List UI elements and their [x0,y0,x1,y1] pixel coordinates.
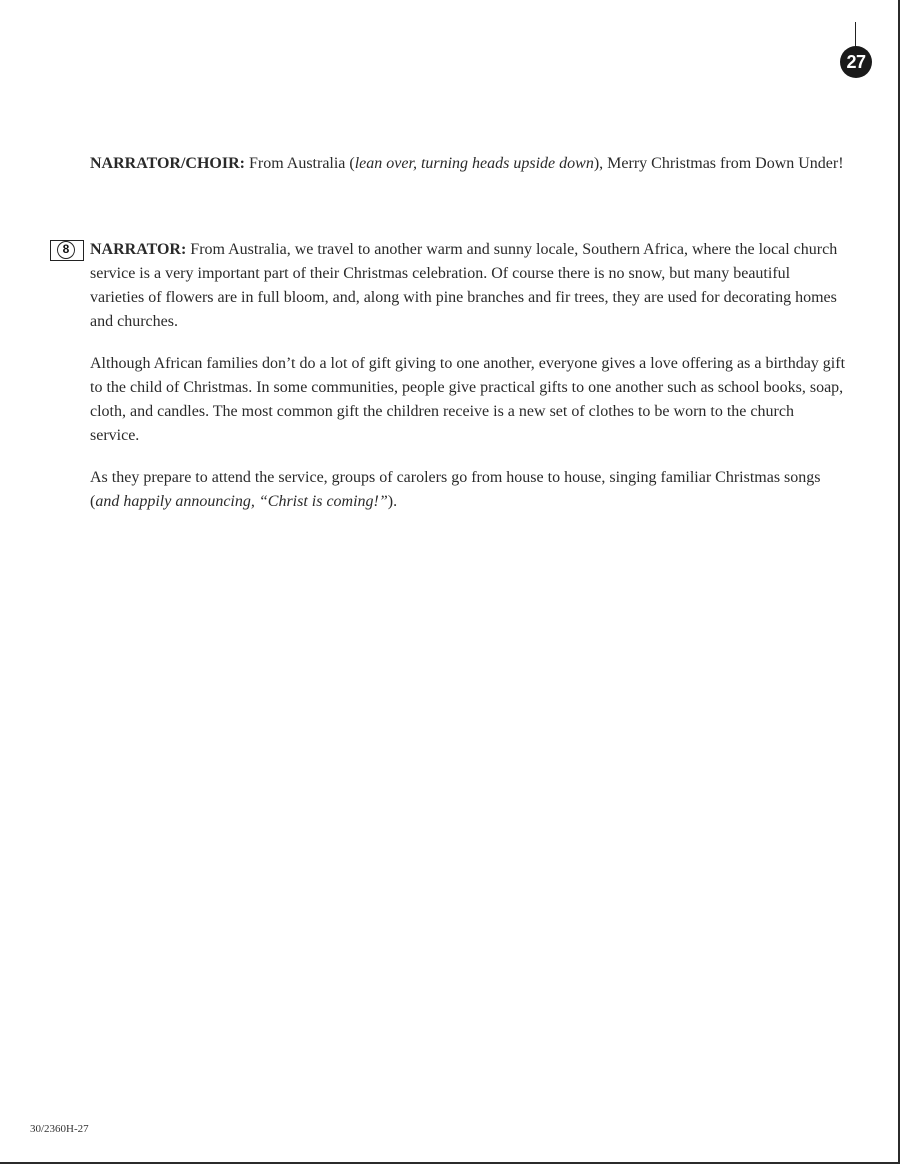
footer-catalog-code: 30/2360H-27 [30,1123,89,1135]
dialogue-text: From Australia, we travel to another warm and sunny locale, Southern Africa, where the local church service is a very important part of their Christmas celebration. Of course there is no snow, but many beautiful varieties of flowers are in full bloom, and, along with pine branches and fir trees, they are used for decorating homes and churches. [90,241,838,330]
narrator-paragraph-continued: Although African families don’t do a lot of gift giving to one another, everyone gives a love offering as a birthday gift to the child of Christmas. In some communities, people give practical gifts to one another such as school books, soap, cloth, and candles. The most common gift the children receive is a new set of clothes to be worn to the church service. [90,355,846,444]
narrator-choir-paragraph [90,152,846,176]
cue-number: 8 [57,241,75,259]
page-number-badge: 27 [840,46,872,78]
dialogue-text: From Australia ( [244,155,355,172]
narrator-paragraph [90,238,846,334]
stage-direction: lean over, turning heads upside down [354,155,594,172]
script-content [62,152,846,514]
dialogue-text: ), Merry Christmas from Down Under! [593,155,844,172]
cue-marker-box [50,240,84,261]
narrator-paragraph-carolers [90,466,846,514]
page-number-tick [855,22,856,48]
cue-8-section [62,238,846,334]
dialogue-text: ). [387,493,398,510]
dialogue-text: As they prepare to attend the service, groups of carolers go from house to house, singing familiar Christmas songs ( [90,469,821,510]
speaker-label: NARRATOR/CHOIR: [90,155,245,172]
stage-direction: and happily announcing, “Christ is coming!” [95,493,388,510]
speaker-label: NARRATOR: [90,241,187,258]
